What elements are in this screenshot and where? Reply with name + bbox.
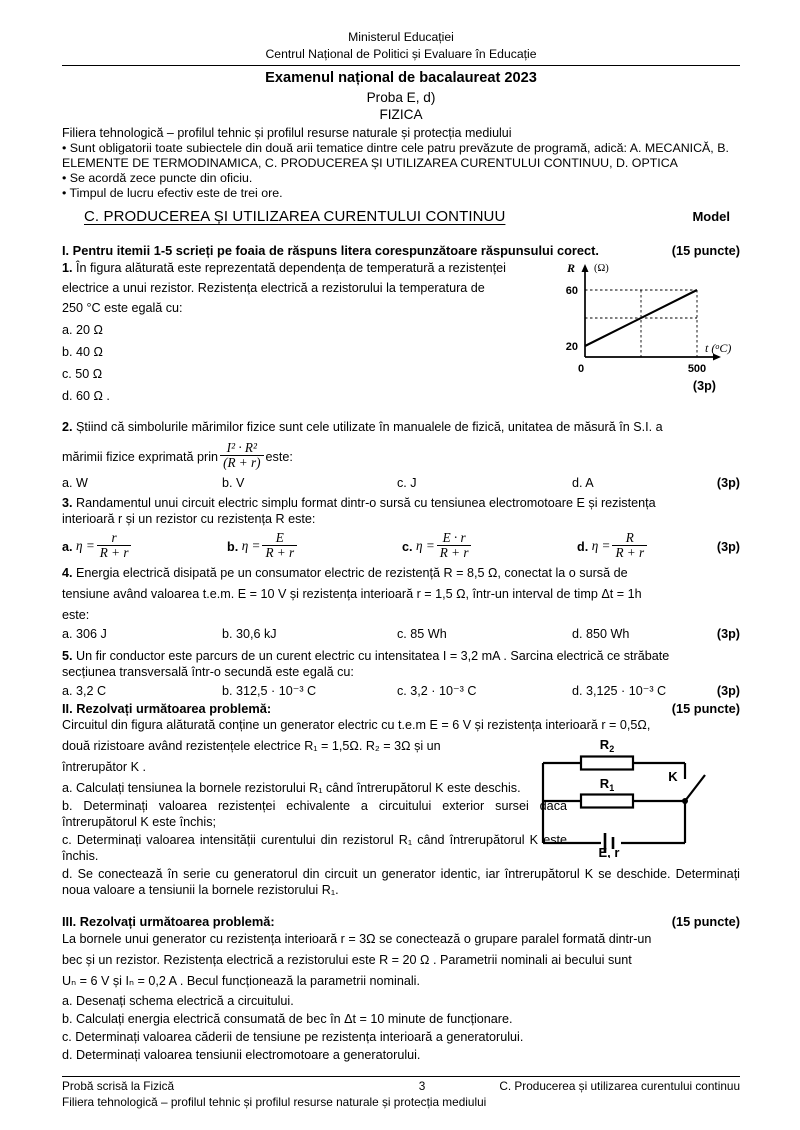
section-3-heading <box>62 914 740 930</box>
switch-label: K <box>668 769 678 785</box>
q3-option-a-num: r <box>111 529 117 545</box>
circuit-diagram <box>533 733 738 858</box>
q3-option-c[interactable] <box>402 529 577 563</box>
q2-option-c[interactable]: c. J <box>397 476 417 491</box>
question-1 <box>62 260 740 405</box>
s3-item-c: c. Determinați valoarea căderii de tensiune pe rezistența interioară a generatorului. <box>62 1030 524 1045</box>
q1-text-1: În figura alăturată este reprezentată dependența de temperatură a rezistenței <box>76 260 506 275</box>
q1-line-1 <box>62 260 567 276</box>
q3-option-b-den: R + r <box>262 545 297 561</box>
q5-option-b[interactable]: b. 312,5 · 10⁻³ C <box>222 683 317 698</box>
header-divider <box>62 65 740 66</box>
q5-text-1: Un fir conductor este parcurs de un curent electric cu intensitatea I = 3,2 mA . Sarcina electrică ce străbate <box>76 648 670 663</box>
q3-points: (3p) <box>716 539 740 554</box>
q3-option-a[interactable] <box>62 529 227 563</box>
s3-text-2: bec și un rezistor. Rezistența electrică a rezistorului este R = 20 Ω . Parametrii nominali ai becului sunt <box>62 952 632 967</box>
section-2-points: (15 puncte) <box>671 700 740 716</box>
q5-line-2: secțiunea transversală într-o secundă este egală cu: <box>62 664 354 679</box>
q3-option-d[interactable] <box>577 529 649 563</box>
q4-line-1 <box>62 565 740 581</box>
section-1-points: (15 puncte) <box>671 243 740 259</box>
q3-option-c-label: c. <box>402 539 413 554</box>
q5-option-d[interactable]: d. 3,125 · 10⁻³ C <box>572 683 667 698</box>
q2-formula-row <box>62 439 740 473</box>
chart-svg <box>557 260 742 378</box>
q4-points: (3p) <box>716 627 740 642</box>
q1-option-a[interactable]: a. 20 Ω <box>62 323 103 338</box>
q4-number: 4. <box>62 566 73 581</box>
q2-option-a[interactable]: a. W <box>62 476 88 491</box>
question-2 <box>62 419 740 492</box>
section-2-heading <box>62 701 740 717</box>
instruction-time: • Timpul de lucru efectiv este de trei ore. <box>62 186 283 201</box>
footer-left: Probă scrisă la Fizică <box>62 1078 175 1093</box>
question-2-body <box>62 717 740 898</box>
question-5 <box>62 648 740 699</box>
q4-option-a[interactable]: a. 306 J <box>62 627 107 642</box>
q4-option-c[interactable]: c. 85 Wh <box>397 627 447 642</box>
chart-ytick-20: 20 <box>565 340 578 353</box>
q4-line-2: tensiune având valoarea t.e.m. E = 10 V și rezistența interioară r = 1,5 Ω, într-un interval de timp Δt = 1h <box>62 587 642 602</box>
resistance-temperature-chart <box>557 260 742 378</box>
q3-option-a-lhs: η = <box>76 538 95 554</box>
section-1-title: I. Pentru itemii 1-5 scrieți pe foaia de răspuns litera corespunzătoare răspunsului corect. <box>62 243 599 259</box>
s2-item-b: b. Determinați valoarea rezistenței echivalente a circuitului exterior sursei dacă întrerupătorul K este închis; <box>62 798 567 829</box>
exam-proba: Proba E, d) <box>366 89 436 105</box>
chart-ylabel-R: R <box>567 260 576 275</box>
question-3-body <box>62 931 740 1064</box>
instruction-points: • Se acordă zece puncte din oficiu. <box>62 170 253 185</box>
s2-text-1: Circuitul din figura alăturată conține un generator electric cu t.e.m E = 6 V și rezistența interioară r = 0,5Ω, <box>62 718 651 733</box>
q1-points: (3p) <box>692 378 716 393</box>
q2-formula-denominator: (R + r) <box>220 455 263 471</box>
q2-options <box>62 475 740 491</box>
q3-option-b-label: b. <box>227 539 239 554</box>
q3-line-2: interioară r și un rezistor cu rezistența R este: <box>62 512 316 527</box>
q2-points: (3p) <box>716 476 740 491</box>
q5-points: (3p) <box>716 683 740 698</box>
circuit-svg <box>533 733 738 858</box>
chart-xtick-500: 500 <box>687 362 707 375</box>
source-label: E, r <box>598 845 620 859</box>
q2-formula <box>220 441 263 472</box>
resistor-r2-label: $R_2$ <box>599 737 615 755</box>
q3-option-d-den: R + r <box>612 545 647 561</box>
section-3-points: (15 puncte) <box>671 914 740 930</box>
q3-option-c-num: E · r <box>442 529 466 545</box>
q3-option-b[interactable] <box>227 529 402 563</box>
s3-item-d: d. Determinați valoarea tensiunii electromotoare a generatorului. <box>62 1048 421 1063</box>
q2-text-2: mărimii fizice exprimată prin <box>62 449 219 464</box>
question-4 <box>62 565 740 642</box>
q1-line-3: 250 °C este egală cu: <box>62 300 183 315</box>
s2-item-a: a. Calculați tensiunea la bornele rezistorului R₁ când întrerupătorul K este deschis. <box>62 780 521 795</box>
instructions-list <box>62 141 740 202</box>
q1-option-c[interactable]: c. 50 Ω <box>62 367 103 382</box>
footer-right: C. Producerea și utilizarea curentului continuu <box>499 1078 740 1093</box>
section-3-title: III. Rezolvați următoarea problemă: <box>62 914 275 930</box>
footer-subline: Filiera tehnologică – profilul tehnic și profilul resurse naturale și protecția mediului <box>62 1094 487 1109</box>
model-label: Model <box>692 209 730 225</box>
q1-number: 1. <box>62 260 73 275</box>
question-3 <box>62 495 740 562</box>
q3-option-d-label: d. <box>577 539 589 554</box>
q1-options <box>62 322 567 404</box>
instruction-obligatory: • Sunt obligatorii toate subiectele din două arii tematice dintre cele patru prevăzute de programă, adică: A. MECANICĂ, B. ELEMENTE DE TERMODINAMICA, C. PRODUCEREA ȘI UTILIZAREA CURENTULUI CONTINUU, D. OPTICA <box>62 140 729 170</box>
filiera-line: Filiera tehnologică – profilul tehnic și profilul resurse naturale și protecția mediului <box>62 125 512 140</box>
q2-formula-numerator: I² · R² <box>226 439 257 455</box>
section-title: C. PRODUCEREA ȘI UTILIZAREA CURENTULUI CONTINUU <box>84 208 506 226</box>
section-1-heading <box>62 243 740 259</box>
q5-option-c[interactable]: c. 3,2 · 10⁻³ C <box>397 683 477 698</box>
q5-option-a[interactable]: a. 3,2 C <box>62 683 107 698</box>
q5-line-1 <box>62 648 740 664</box>
q3-option-d-lhs: η = <box>591 538 611 554</box>
q4-text-1: Energia electrică disipată pe un consumator electric de rezistență R = 8,5 Ω, conectat la o sursă de <box>76 566 628 581</box>
s2-item-c: c. Determinați valoarea intensității curentului din rezistorul R₁ când întrerupătorul K este închis. <box>62 832 567 863</box>
exam-title: Examenul național de bacalaureat 2023 <box>265 70 537 87</box>
q4-line-3: este: <box>62 608 90 623</box>
q3-option-c-lhs: η = <box>416 538 435 554</box>
q1-line-2: electrice a unui rezistor. Rezistența electrică a rezistorului la temperatura de <box>62 280 485 295</box>
q4-option-b[interactable]: b. 30,6 kJ <box>222 627 277 642</box>
switch-blade <box>685 775 705 801</box>
q2-line-1 <box>62 419 740 435</box>
q3-option-b-lhs: η = <box>241 538 261 554</box>
s3-item-b: b. Calculați energia electrică consumată de bec în Δt = 10 minute de funcționare. <box>62 1012 513 1027</box>
q5-number: 5. <box>62 648 73 663</box>
q4-option-d[interactable]: d. 850 Wh <box>572 627 630 642</box>
section-title-row <box>62 207 740 226</box>
s3-item-a: a. Desenați schema electrică a circuitului. <box>62 994 294 1008</box>
chart-ylabel-unit: (Ω) <box>594 262 609 274</box>
q2-number: 2. <box>62 419 73 434</box>
q5-options <box>62 683 740 699</box>
q3-number: 3. <box>62 496 73 511</box>
chart-xlabel: t ($^o$C) <box>705 340 732 355</box>
s3-text-3: Uₙ = 6 V și Iₙ = 0,2 A . Becul funcționează la parametrii nominali. <box>62 973 420 988</box>
s2-text-2: două rizistoare având rezistențele electrice R₁ = 1,5Ω. R₂ = 3Ω și un <box>62 739 441 754</box>
exam-subject: FIZICA <box>379 107 423 123</box>
q3-options <box>62 529 740 563</box>
center-line: Centrul Național de Politici și Evaluare în Educație <box>265 46 537 61</box>
s2-text-3: întrerupător K . <box>62 760 146 775</box>
resistor-r2-body <box>581 757 633 770</box>
q3-option-b-num: E <box>275 529 284 545</box>
page-footer <box>62 1076 740 1110</box>
q1-option-b[interactable]: b. 40 Ω <box>62 345 103 360</box>
resistor-r1-label: $R_1$ <box>599 776 615 794</box>
q2-text-3: este: <box>265 449 293 464</box>
q3-option-d-num: R <box>625 529 634 545</box>
q4-options <box>62 626 740 642</box>
footer-divider <box>62 1076 740 1077</box>
resistor-r1-body <box>581 795 633 808</box>
q2-option-b[interactable]: b. V <box>222 476 245 491</box>
footer-page-number: 3 <box>418 1078 426 1093</box>
q3-option-a-den: R + r <box>97 545 132 561</box>
q3-line-1 <box>62 495 740 511</box>
ministry-line: Ministerul Educației <box>348 30 454 44</box>
q3-text-1: Randamentul unui circuit electric simplu format dintr-o sursă cu tensiunea electromotoare E și rezistența <box>76 496 656 511</box>
section-2-title: II. Rezolvați următoarea problemă: <box>62 700 272 716</box>
document-header <box>62 30 740 62</box>
q3-option-c-den: R + r <box>437 545 472 561</box>
q1-option-d[interactable]: d. 60 Ω . <box>62 389 110 404</box>
q2-option-d[interactable]: d. A <box>572 476 594 491</box>
s2-item-d: d. Se conectează în serie cu generatorul din circuit un generator identic, iar întrerupătorul K se deschide. Determinați noua valoare a tensiunii la bornele rezistorului R₁. <box>62 867 740 898</box>
q3-option-a-label: a. <box>62 539 73 554</box>
chart-origin: 0 <box>577 362 585 375</box>
s3-text-1: La bornele unui generator cu rezistența interioară r = 3Ω se conectează o grupare paralel formată dintr-un <box>62 931 652 946</box>
q2-text-1: Știind că simbolurile mărimilor fizice sunt cele utilizate în manualele de fizică, unitatea de măsură în S.I. a <box>76 419 663 434</box>
chart-ytick-60: 60 <box>565 284 578 297</box>
